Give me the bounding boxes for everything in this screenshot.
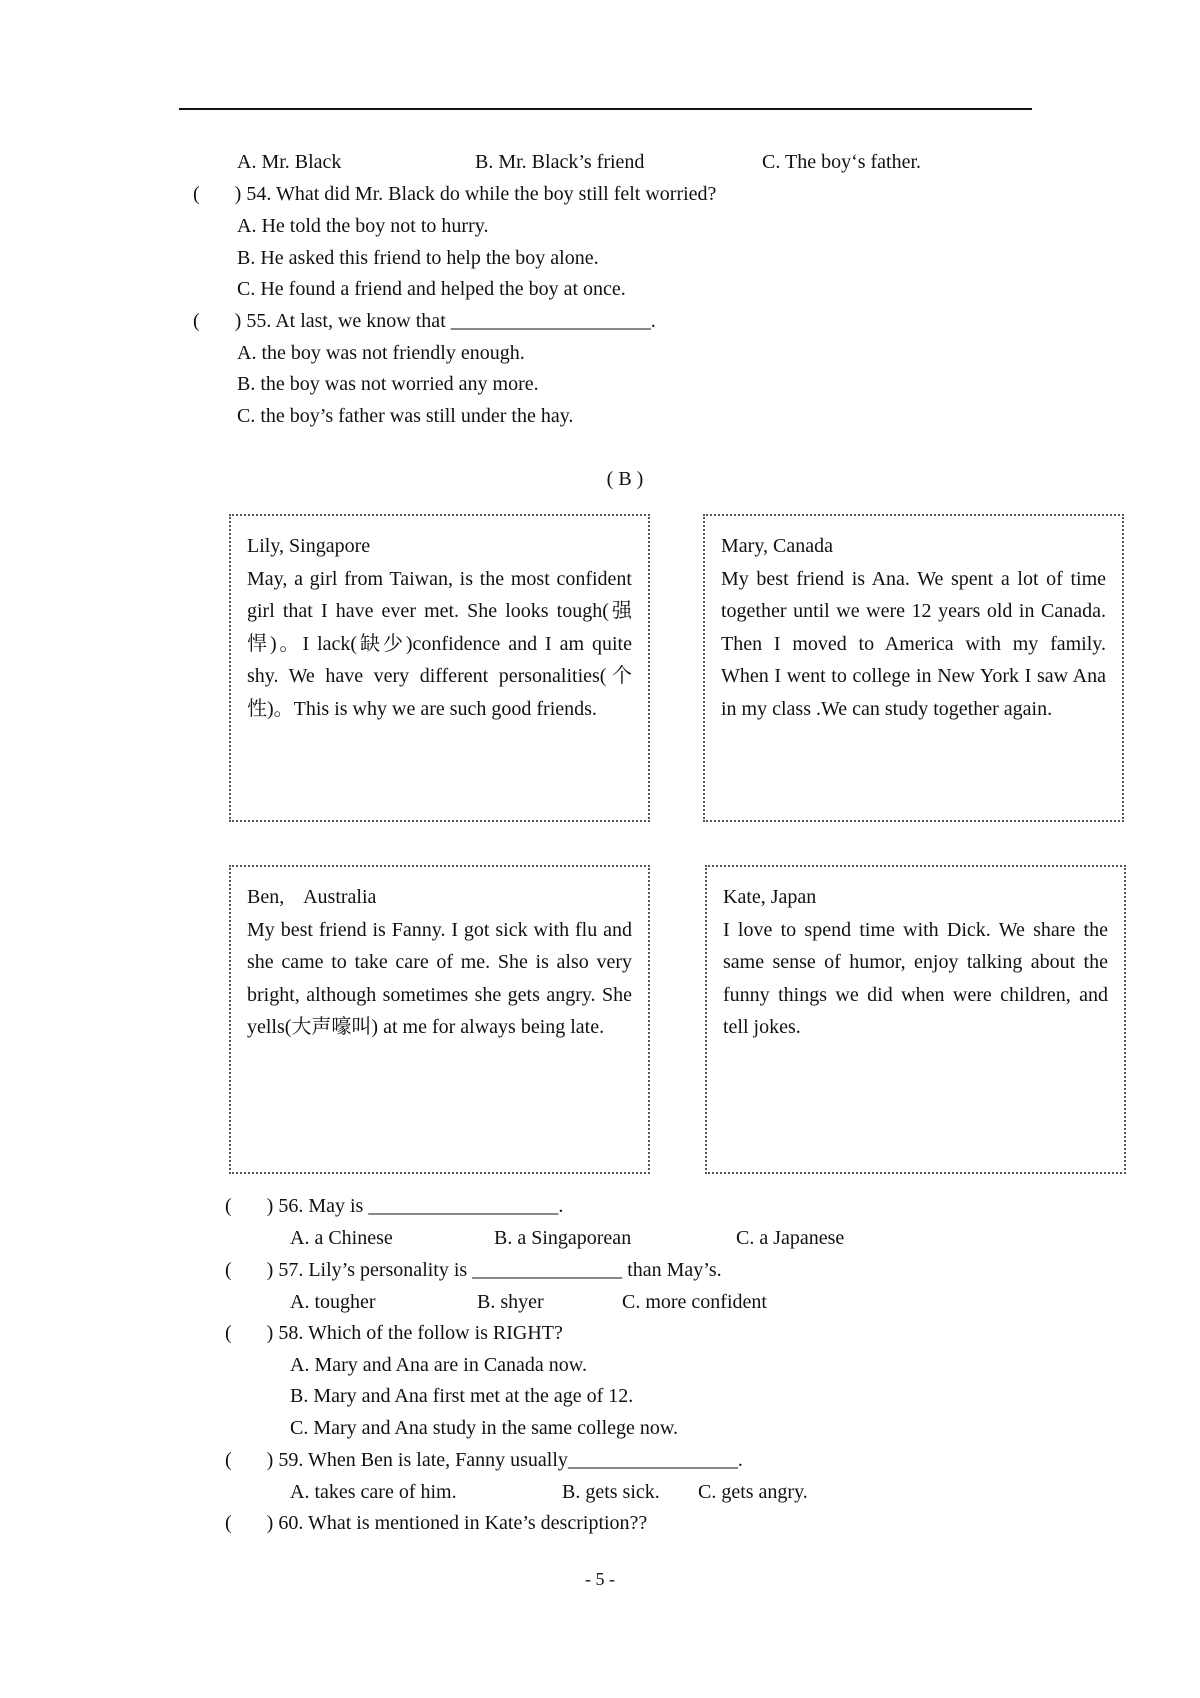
q58-option-b: B. Mary and Ana first met at the age of 12. [290,1385,634,1407]
q55-option-c: C. the boy’s father was still under the hay. [237,405,574,427]
q53-option-b: B. Mr. Black’s friend [475,151,645,173]
q53-option-c: C. The boy‘s father. [762,151,922,173]
box-ben-text: My best friend is Fanny. I got sick with flu and she came to take care of me. She is also very bright, although sometimes she gets angry. She yells(大声嚎叫) at me for always being late. [247,918,632,1038]
q57-option-c: C. more confident [622,1291,767,1313]
q58-option-a: A. Mary and Ana are in Canada now. [290,1354,587,1376]
box-ben [229,865,650,1174]
q56-option-b: B. a Singaporean [494,1227,632,1249]
q58-option-c: C. Mary and Ana study in the same college now. [290,1417,679,1439]
q58-stem: ( ) 58. Which of the follow is RIGHT? [225,1322,563,1344]
q59-option-a: A. takes care of him. [290,1481,457,1503]
q59-option-b: B. gets sick. [562,1481,660,1503]
q57-option-a: A. tougher [290,1291,376,1313]
box-mary-name: Mary, Canada [721,535,833,557]
q59-stem: ( ) 59. When Ben is late, Fanny usually_________________. [225,1449,743,1471]
q54-stem: ( ) 54. What did Mr. Black do while the boy still felt worried? [193,183,717,205]
q53-option-a: A. Mr. Black [237,151,342,173]
box-kate-text: I love to spend time with Dick. We share the same sense of humor, enjoy talking about the funny things we did when were children, and tell jokes. [723,918,1108,1038]
section-b-heading: ( B ) [606,468,644,490]
q59-option-c: C. gets angry. [698,1481,808,1503]
page-number: - 5 - [585,1569,615,1589]
q54-option-c: C. He found a friend and helped the boy at once. [237,278,626,300]
box-kate-name: Kate, Japan [723,886,817,908]
q56-option-a: A. a Chinese [290,1227,393,1249]
q57-option-b: B. shyer [477,1291,544,1313]
box-mary-text: My best friend is Ana. We spent a lot of time together until we were 12 years old in Canada. Then I moved to America with my family. When I went to college in New York I saw Ana in my class .We can study together again. [721,567,1106,720]
q60-stem: ( ) 60. What is mentioned in Kate’s description?? [225,1512,648,1534]
q55-stem: ( ) 55. At last, we know that ____________________. [193,310,656,332]
box-lily-text: May, a girl from Taiwan, is the most confident girl that I have ever met. She looks tough(强悍)。I lack(缺少)confidence and I am quite shy. We have very different personalities(个性)。This is why we are such good friends. [247,567,632,720]
box-mary [703,514,1124,822]
q55-option-b: B. the boy was not worried any more. [237,373,539,395]
box-ben-name: Ben, Australia [247,886,377,908]
box-lily-name: Lily, Singapore [247,535,371,557]
box-lily [229,514,650,822]
q56-stem: ( ) 56. May is ___________________. [225,1195,564,1217]
q57-stem: ( ) 57. Lily’s personality is _______________ than May’s. [225,1259,722,1281]
q54-option-b: B. He asked this friend to help the boy alone. [237,247,599,269]
q54-option-a: A. He told the boy not to hurry. [237,215,489,237]
box-kate [705,865,1126,1174]
header-rule [179,108,1032,110]
q56-option-c: C. a Japanese [736,1227,845,1249]
q55-option-a: A. the boy was not friendly enough. [237,342,525,364]
